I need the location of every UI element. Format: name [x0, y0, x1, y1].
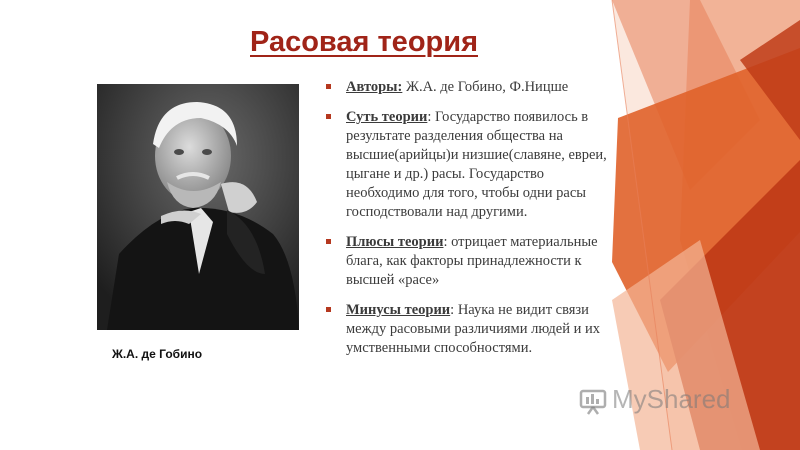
bullet-authors: [326, 78, 616, 97]
bullet-term: Минусы теории: [346, 302, 451, 318]
portrait-image: [97, 84, 299, 330]
slide-title: Расовая теория: [250, 26, 478, 58]
bullet-essence: [326, 108, 616, 222]
bullet-square-icon: [326, 114, 331, 119]
watermark: [578, 384, 731, 415]
bullet-text: Ж.А. де Гобино, Ф.Ницше: [402, 79, 569, 95]
watermark-text: MyShared: [612, 384, 731, 414]
bullet-text: : Государство появилось в результате разделения общества на высшие(арийцы)и низшие(славяне, евреи, цыгане и др.) расы. Государство необходимо для того, чтобы одни расы господствовали над другими.: [346, 109, 607, 220]
bullet-list: [326, 78, 616, 369]
bullet-square-icon: [326, 239, 331, 244]
portrait-caption: Ж.А. де Гобино: [112, 347, 203, 361]
bullet-term: Авторы:: [346, 79, 403, 95]
myshared-logo-icon: [578, 385, 608, 415]
bullet-square-icon: [326, 307, 331, 312]
bullet-pros: [326, 233, 616, 290]
bullet-text: : Наука не видит связи между расовыми различиями людей и их умственными способностями.: [346, 302, 601, 356]
bullet-term: Суть теории: [346, 109, 428, 125]
bullet-square-icon: [326, 84, 331, 89]
bullet-text: : отрицает материальные блага, как факторы принадлежности к высшей «расе»: [346, 234, 598, 288]
bullet-cons: [326, 301, 616, 358]
bullet-term: Плюсы теории: [346, 234, 444, 250]
